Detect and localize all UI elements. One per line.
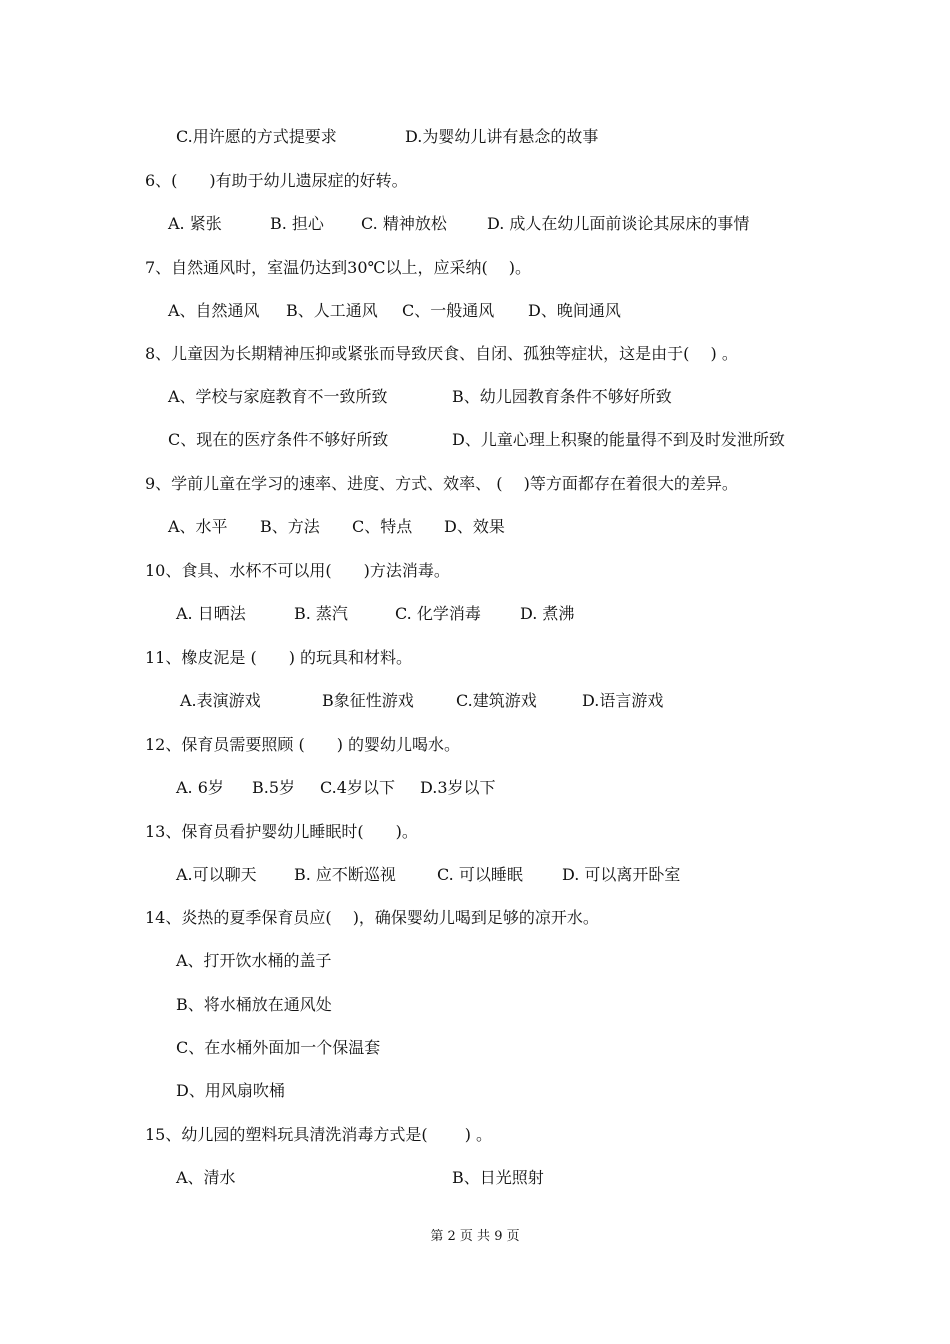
- q6-option-c: C. 精神放松: [361, 214, 447, 233]
- q13-option-b: B. 应不断巡视: [294, 865, 396, 884]
- q9-option-a: A、水平: [168, 517, 228, 536]
- q12-option-a: A. 6岁: [176, 778, 224, 797]
- q6-option-b: B. 担心: [270, 214, 324, 233]
- q11-option-d: D.语言游戏: [582, 691, 664, 710]
- q6-option-a: A. 紧张: [168, 214, 222, 233]
- q7-option-a: A、自然通风: [168, 301, 260, 320]
- q6-stem: 6、( )有助于幼儿遗尿症的好转。: [145, 171, 408, 190]
- q15-option-b: B、日光照射: [452, 1168, 544, 1187]
- q8-option-c: C、现在的医疗条件不够好所致: [168, 430, 389, 449]
- q13-option-c: C. 可以睡眠: [437, 865, 523, 884]
- q9-option-d: D、效果: [444, 517, 505, 536]
- q8-option-d: D、儿童心理上积聚的能量得不到及时发泄所致: [452, 430, 785, 449]
- q10-option-b: B. 蒸汽: [294, 604, 348, 623]
- q9-option-b: B、方法: [260, 517, 320, 536]
- q10-option-c: C. 化学消毒: [395, 604, 481, 623]
- q11-option-c: C.建筑游戏: [456, 691, 537, 710]
- q12-option-d: D.3岁以下: [420, 778, 496, 797]
- page-footer: 第 2 页 共 9 页: [430, 1229, 520, 1244]
- q13-stem: 13、保育员看护婴幼儿睡眠时( )。: [145, 822, 418, 841]
- q7-option-d: D、晚间通风: [528, 301, 621, 320]
- q9-stem: 9、学前儿童在学习的速率、进度、方式、效率、 ( )等方面都存在着很大的差异。: [145, 474, 738, 493]
- q14-option-c: C、在水桶外面加一个保温套: [176, 1038, 381, 1057]
- q8-option-b: B、幼儿园教育条件不够好所致: [452, 387, 672, 406]
- q6-option-d: D. 成人在幼儿面前谈论其尿床的事情: [487, 214, 750, 233]
- q10-option-a: A. 日晒法: [176, 604, 246, 623]
- q12-stem: 12、保育员需要照顾 ( ) 的婴幼儿喝水。: [145, 735, 461, 754]
- q14-option-b: B、将水桶放在通风处: [176, 995, 332, 1014]
- q13-option-d: D. 可以离开卧室: [562, 865, 681, 884]
- q10-option-d: D. 煮沸: [520, 604, 575, 623]
- q7-stem: 7、自然通风时，室温仍达到30℃以上，应采纳( )。: [145, 258, 532, 277]
- q12-option-c: C.4岁以下: [320, 778, 395, 797]
- q5-option-c: C.用许愿的方式提要求: [176, 127, 337, 146]
- q11-stem: 11、橡皮泥是 ( ) 的玩具和材料。: [145, 648, 413, 667]
- q9-option-c: C、特点: [352, 517, 413, 536]
- q15-option-a: A、清水: [176, 1168, 236, 1187]
- q11-option-b: B象征性游戏: [322, 691, 414, 710]
- q5-option-d: D.为婴幼儿讲有悬念的故事: [405, 127, 599, 146]
- q15-stem: 15、幼儿园的塑料玩具清洗消毒方式是( ) 。: [145, 1125, 493, 1144]
- q12-option-b: B.5岁: [252, 778, 296, 797]
- q10-stem: 10、食具、水杯不可以用( )方法消毒。: [145, 561, 450, 580]
- q7-option-b: B、人工通风: [286, 301, 378, 320]
- q11-option-a: A.表演游戏: [180, 691, 261, 710]
- q7-option-c: C、一般通风: [402, 301, 495, 320]
- q8-option-a: A、学校与家庭教育不一致所致: [168, 387, 388, 406]
- q13-option-a: A.可以聊天: [176, 865, 257, 884]
- q14-option-a: A、打开饮水桶的盖子: [176, 951, 332, 970]
- q8-stem: 8、儿童因为长期精神压抑或紧张而导致厌食、自闭、孤独等症状，这是由于( ) 。: [145, 344, 738, 363]
- q14-stem: 14、炎热的夏季保育员应( )，确保婴幼儿喝到足够的凉开水。: [145, 908, 599, 927]
- q14-option-d: D、用风扇吹桶: [176, 1081, 285, 1100]
